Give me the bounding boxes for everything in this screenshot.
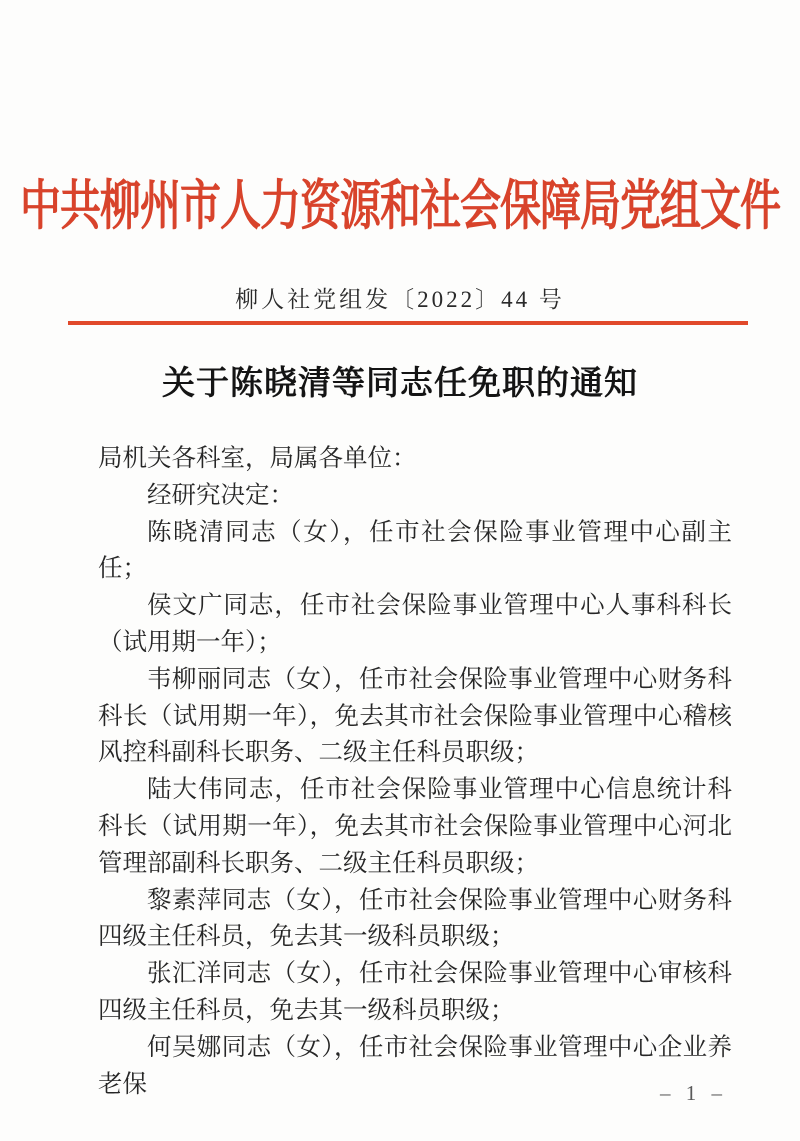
body-paragraph: 侯文广同志，任市社会保险事业管理中心人事科科长（试用期一年）；	[98, 592, 732, 656]
page-number: – 1 –	[660, 1081, 727, 1105]
body-paragraph: 韦柳丽同志（女），任市社会保险事业管理中心财务科科长（试用期一年），免去其市社会保险事业管理中心稽核风控科副科长职务、二级主任科员职级；	[98, 665, 732, 767]
salutation-line: 局机关各科室，局属各单位：	[98, 445, 417, 472]
red-divider-line	[68, 321, 748, 325]
document-number: 柳人社党组发〔2022〕44 号	[235, 287, 565, 312]
body-paragraph: 何吴娜同志（女），任市社会保险事业管理中心企业养老保	[98, 1033, 732, 1098]
body-paragraph: 陆大伟同志，任市社会保险事业管理中心信息统计科科长（试用期一年），免去其市社会保险事业管理中心河北管理部副科长职务、二级主任科员职级；	[98, 776, 732, 877]
document-header-title: 中共柳州市人力资源和社会保障局党组文件	[20, 175, 780, 236]
body-paragraph: 黎素萍同志（女），任市社会保险事业管理中心财务科四级主任科员，免去其一级科员职级；	[98, 886, 732, 951]
body-paragraph: 陈晓清同志（女），任市社会保险事业管理中心副主任；	[98, 518, 732, 583]
body-paragraph: 张汇洋同志（女），任市社会保险事业管理中心审核科四级主任科员，免去其一级科员职级；	[98, 960, 732, 1024]
document-body	[98, 441, 732, 1103]
document-title: 关于陈晓清等同志任免职的通知	[162, 366, 638, 402]
body-paragraph: 经研究决定：	[147, 481, 294, 509]
